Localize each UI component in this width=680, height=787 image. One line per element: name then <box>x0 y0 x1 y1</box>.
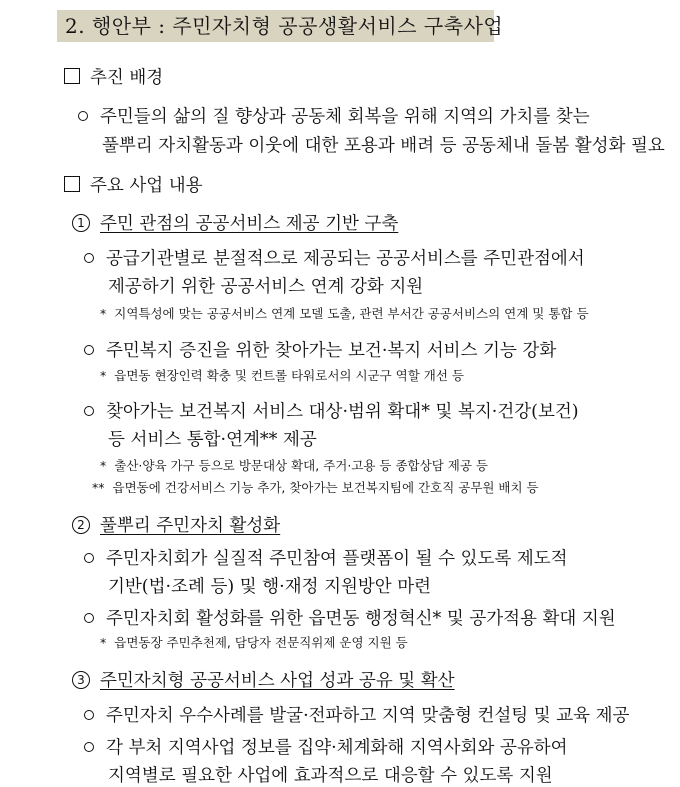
footnote-text: 지역특성에 맞는 공공서비스 연계 모델 도출, 관련 부서간 공공서비스의 연계 및 통합 등 <box>114 306 589 321</box>
footnote-text: 출산·양육 가구 등으로 방문대상 확대, 주거·고용 등 종합상담 제공 등 <box>114 458 488 473</box>
bullet-line <box>84 245 585 270</box>
bullet-line <box>84 605 616 630</box>
footnote <box>100 633 408 651</box>
section-heading-background <box>64 64 163 89</box>
section-heading-label: 주요 사업 내용 <box>90 176 203 196</box>
circled-number-icon: 2 <box>72 516 90 534</box>
bullet-continuation: 기반(법·조례 등) 및 행·재정 지원방안 마련 <box>108 577 432 597</box>
subsection-title: 주민 관점의 공공서비스 제공 기반 구축 <box>100 214 399 234</box>
circle-bullet-icon <box>84 345 94 355</box>
footnote-text: 읍면동에 건강서비스 기능 추가, 찾아가는 보건복지팀에 간호직 공무원 배치 등 <box>112 480 539 495</box>
circle-bullet-icon <box>78 111 88 121</box>
bullet-text: 주민자치회 활성화를 위한 읍면동 행정혁신* 및 공가적용 확대 지원 <box>106 609 616 629</box>
circle-bullet-icon <box>84 553 94 563</box>
footnote <box>100 456 488 474</box>
bullet-text: 주민들의 삶의 질 향상과 공동체 회복을 위해 지역의 가치를 찾는 <box>100 107 590 127</box>
bullet-line <box>84 702 629 727</box>
bullet-text: 주민자치 우수사례를 발굴·전파하고 지역 맞춤형 컨설팅 및 교육 제공 <box>106 706 630 726</box>
footnote-text: 읍면동장 주민추천제, 담당자 전문직위제 운영 지원 등 <box>114 635 408 650</box>
bullet-line <box>84 734 568 759</box>
circled-number-icon: 3 <box>72 671 90 689</box>
circle-bullet-icon <box>84 710 94 720</box>
subsection-title: 풀뿌리 주민자치 활성화 <box>100 516 281 536</box>
page-title: 2. 행안부 : 주민자치형 공공생활서비스 구축사업 <box>57 10 494 42</box>
subsection-heading-3 <box>72 667 455 692</box>
bullet-continuation: 등 서비스 통합·연계** 제공 <box>108 430 317 450</box>
asterisk-mark: * <box>100 306 107 321</box>
circle-bullet-icon <box>84 406 94 416</box>
section-heading-main <box>64 172 203 197</box>
bullet-line <box>84 545 568 570</box>
bullet-continuation: 제공하기 위한 공공서비스 연계 강화 지원 <box>108 277 424 297</box>
circle-bullet-icon <box>84 613 94 623</box>
footnote <box>100 366 464 384</box>
square-bullet-icon <box>64 68 80 84</box>
footnote-text: 읍면동 현장인력 확충 및 컨트롤 타워로서의 시군구 역할 개선 등 <box>114 368 464 383</box>
bullet-continuation: 풀뿌리 자치활동과 이웃에 대한 포용과 배려 등 공동체내 돌봄 활성화 필요 <box>102 136 665 156</box>
bullet-line <box>84 398 579 423</box>
asterisk-mark: * <box>100 635 107 650</box>
bullet-text: 주민자치회가 실질적 주민참여 플랫폼이 될 수 있도록 제도적 <box>106 549 568 569</box>
footnote <box>92 478 539 496</box>
bullet-line <box>84 337 556 362</box>
subsection-heading-2 <box>72 512 280 537</box>
bullet-text: 주민복지 증진을 위한 찾아가는 보건·복지 서비스 기능 강화 <box>106 341 557 361</box>
subsection-title: 주민자치형 공공서비스 사업 성과 공유 및 확산 <box>100 671 455 691</box>
bullet-line <box>78 103 590 128</box>
bullet-text: 각 부처 지역사업 정보를 집약·체계화해 지역사회와 공유하여 <box>106 738 568 758</box>
circle-bullet-icon <box>84 742 94 752</box>
square-bullet-icon <box>64 176 80 192</box>
asterisk-mark: * <box>100 368 107 383</box>
subsection-heading-1 <box>72 210 398 235</box>
bullet-text: 공급기관별로 분절적으로 제공되는 공공서비스를 주민관점에서 <box>106 249 585 269</box>
bullet-text: 찾아가는 보건복지 서비스 대상·범위 확대* 및 복지·건강(보건) <box>106 402 579 422</box>
section-heading-label: 추진 배경 <box>90 68 164 88</box>
circle-bullet-icon <box>84 253 94 263</box>
footnote <box>100 304 589 322</box>
bullet-continuation: 지역별로 필요한 사업에 효과적으로 대응할 수 있도록 지원 <box>108 766 553 786</box>
asterisk-mark: * <box>100 458 107 473</box>
double-asterisk-mark: ** <box>92 480 105 495</box>
circled-number-icon: 1 <box>72 214 90 232</box>
